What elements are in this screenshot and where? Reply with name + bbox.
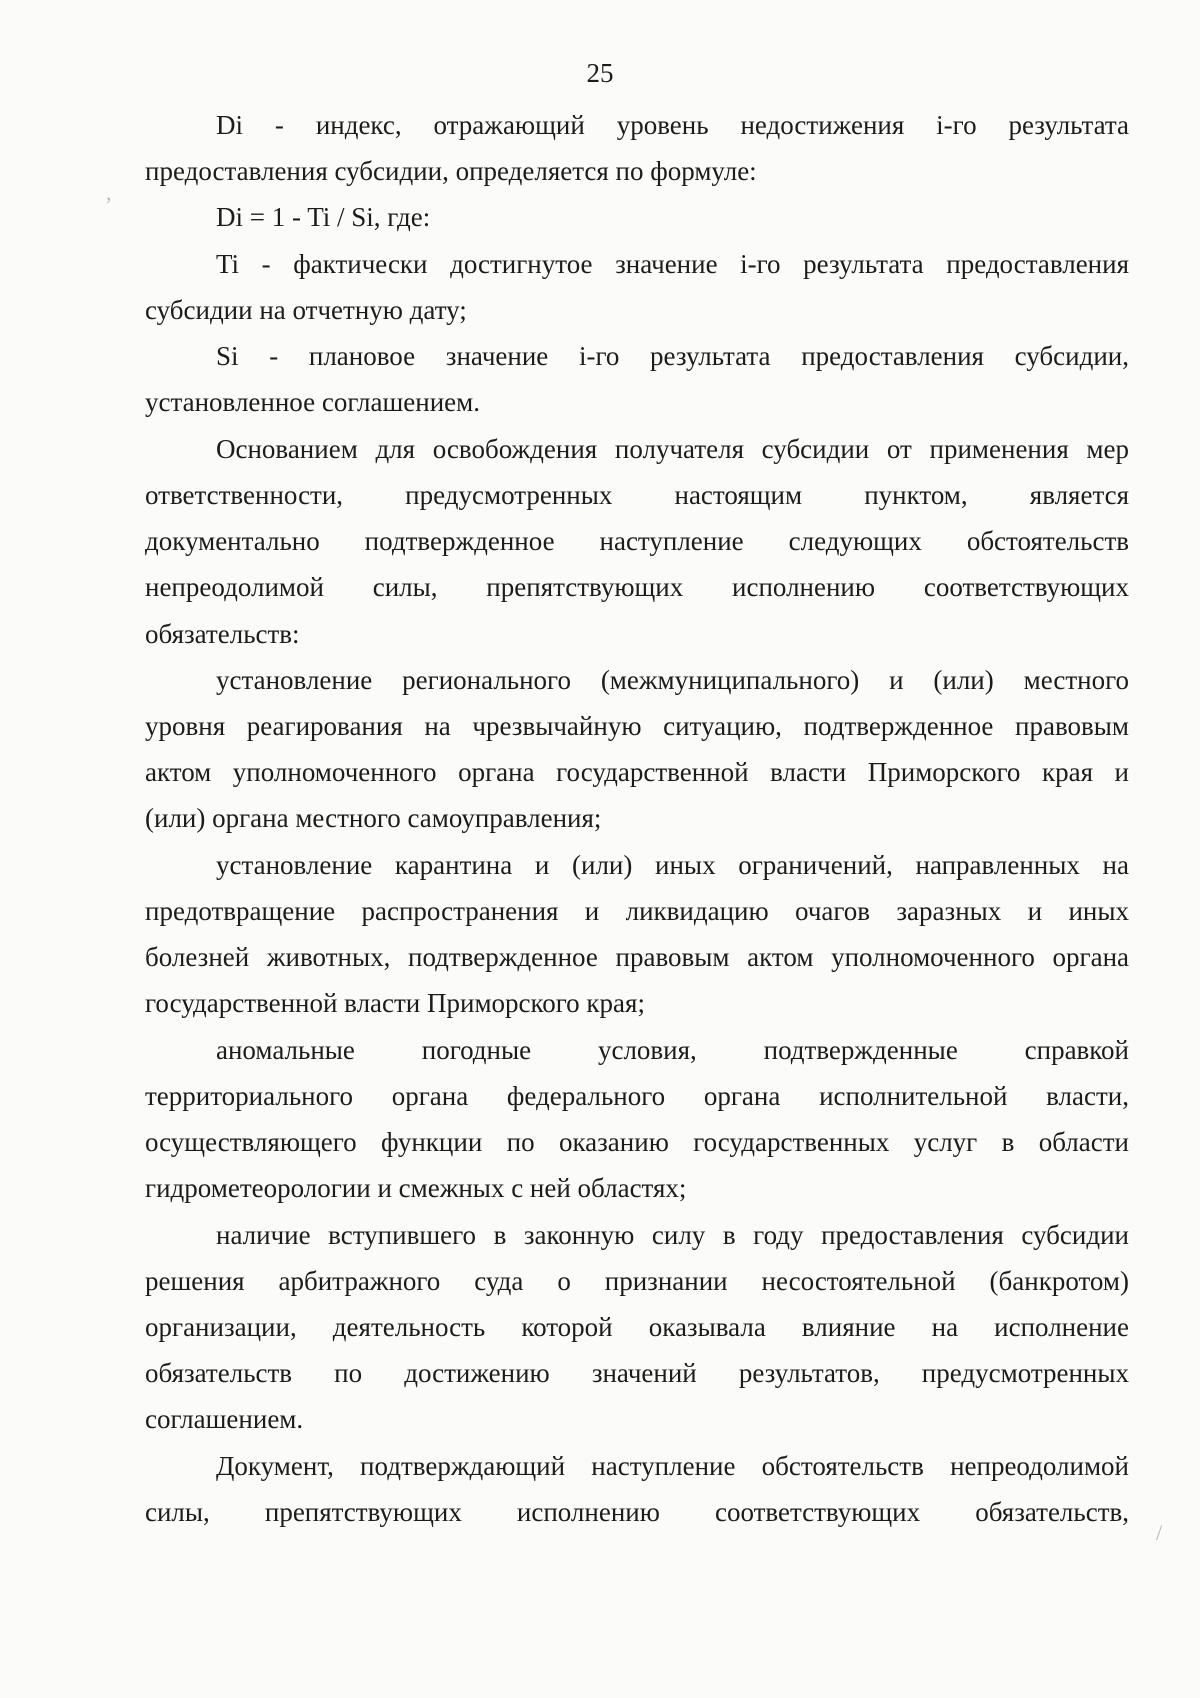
text-line: установление карантина и (или) иных ограничений, направленных на (216, 850, 1129, 880)
text-line: соглашением. (145, 1404, 304, 1434)
text-line: силы, препятствующих исполнению соответствующих обязательств, (145, 1497, 1129, 1527)
text-line: установление регионального (межмуниципального) и (или) местного (216, 665, 1129, 695)
text-line: Основанием для освобождения получателя субсидии от применения мер (216, 434, 1129, 464)
scan-mark: , (106, 180, 112, 205)
page-number: 25 (586, 58, 614, 88)
text-line: Документ, подтверждающий наступление обстоятельств непреодолимой (216, 1451, 1129, 1481)
text-line: наличие вступившего в законную силу в году предоставления субсидии (216, 1220, 1129, 1250)
text-line: субсидии на отчетную дату; (145, 295, 467, 325)
text-line: Ti - фактически достигнутое значение i-го результата предоставления (216, 249, 1129, 279)
text-line: уровня реагирования на чрезвычайную ситуацию, подтвержденное правовым (145, 711, 1129, 741)
text-line: обязательств: (145, 619, 300, 649)
text-line: аномальные погодные условия, подтвержденные справкой (216, 1035, 1129, 1065)
text-line: Di - индекс, отражающий уровень недостижения i-го результата (216, 110, 1129, 140)
text-line: Si - плановое значение i-го результата предоставления субсидии, (216, 341, 1129, 371)
text-line: осуществляющего функции по оказанию государственных услуг в области (145, 1127, 1129, 1157)
text-line: решения арбитражного суда о признании несостоятельной (банкротом) (145, 1266, 1129, 1296)
text-line: государственной власти Приморского края; (145, 988, 645, 1018)
text-line: обязательств по достижению значений результатов, предусмотренных (145, 1358, 1129, 1388)
scan-mark: / (1156, 1520, 1163, 1545)
text-line: установленное соглашением. (145, 387, 480, 417)
text-line: предотвращение распространения и ликвидацию очагов заразных и иных (145, 896, 1129, 926)
text-line: гидрометеорологии и смежных с ней областях; (145, 1173, 687, 1203)
text-line: ответственности, предусмотренных настоящим пунктом, является (145, 480, 1129, 510)
text-line: организации, деятельность которой оказывала влияние на исполнение (145, 1312, 1129, 1342)
text-line: болезней животных, подтвержденное правовым актом уполномоченного органа (145, 942, 1129, 972)
text-line: непреодолимой силы, препятствующих исполнению соответствующих (145, 572, 1129, 602)
text-line: документально подтвержденное наступление следующих обстоятельств (145, 526, 1129, 556)
text-line: (или) органа местного самоуправления; (145, 803, 602, 833)
text-line: предоставления субсидии, определяется по формуле: (145, 156, 757, 186)
text-line: актом уполномоченного органа государственной власти Приморского края и (145, 757, 1129, 787)
text-line: территориального органа федерального органа исполнительной власти, (145, 1081, 1129, 1111)
formula-line: Di = 1 - Ti / Si, где: (216, 202, 431, 232)
